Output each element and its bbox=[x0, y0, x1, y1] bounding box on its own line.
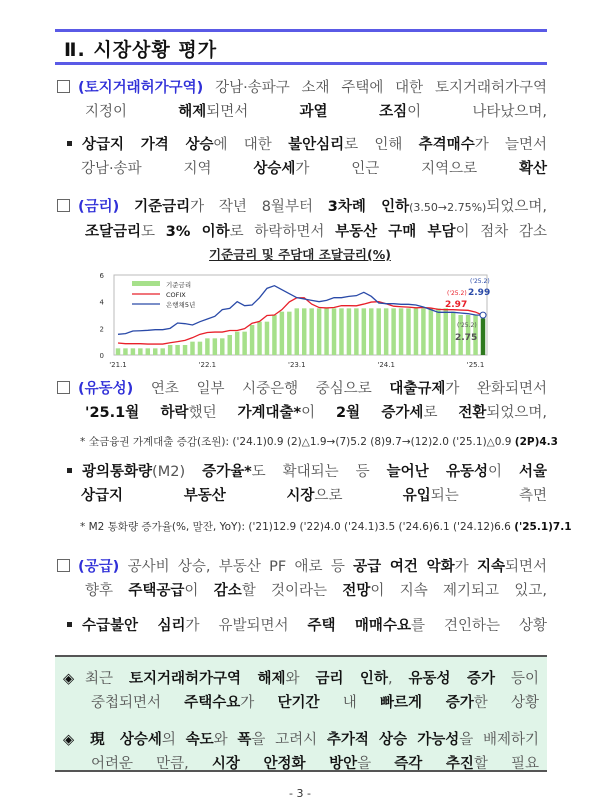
emphasis-text: 대출규제 bbox=[389, 381, 446, 397]
bar-base-rate bbox=[272, 315, 276, 355]
diamond-bullet-icon: ◈ bbox=[63, 671, 75, 687]
text-line bbox=[57, 195, 547, 220]
body-text: 가 늘면서 bbox=[474, 137, 548, 153]
bar-base-rate bbox=[444, 308, 448, 355]
body-text: 강남·송파 지역 bbox=[81, 161, 254, 177]
annotation-date: ('25.2) bbox=[470, 278, 490, 285]
checkbox-square-icon bbox=[57, 559, 70, 572]
body-text: 이 점차 감소 bbox=[455, 224, 547, 240]
emphasis-text: 유입 bbox=[402, 488, 431, 504]
checkbox-square-icon bbox=[57, 80, 70, 93]
bar-base-rate bbox=[354, 308, 358, 355]
body-text: 등이 bbox=[495, 671, 540, 687]
body-text: 되었으며, bbox=[486, 199, 547, 215]
bullet-square-icon bbox=[67, 468, 72, 473]
text-line bbox=[57, 157, 547, 181]
emphasis-text: 광의통화량 bbox=[82, 464, 153, 480]
body-text: 가 유발되면서 bbox=[185, 618, 308, 634]
title-top-rule bbox=[55, 29, 547, 32]
bar-base-rate bbox=[235, 332, 239, 355]
emphasis-text: 속도 bbox=[185, 732, 214, 748]
body-text: 을 고려시 bbox=[251, 732, 327, 748]
emphasis-text: 추가적 상승 가능성 bbox=[326, 732, 460, 748]
body-text: 되면서 bbox=[504, 559, 547, 575]
emphasis-text: 가계대출* bbox=[237, 405, 302, 421]
annotation-value: 2.75 bbox=[455, 333, 478, 343]
bar-base-rate bbox=[414, 308, 418, 355]
bar-base-rate bbox=[295, 308, 299, 355]
bar-base-rate bbox=[399, 308, 403, 355]
emphasis-text: 상급지 가격 상승 bbox=[82, 137, 214, 153]
emphasis-text: 주택 매매수요 bbox=[307, 618, 411, 634]
bar-base-rate bbox=[123, 348, 127, 355]
body-text: 가 완화되면서 bbox=[445, 381, 547, 397]
bar-base-rate bbox=[347, 308, 351, 355]
body-text: 의 bbox=[161, 732, 186, 748]
text-line bbox=[63, 667, 539, 691]
body-text: 되면서 bbox=[206, 104, 300, 120]
body-text: 강남·송파구 소재 주택에 대한 토지거래허가구역 bbox=[203, 80, 547, 96]
bar-base-rate bbox=[324, 308, 328, 355]
body-text: 이 bbox=[184, 583, 214, 599]
body-text: 이 지속 제기되고 있고, bbox=[370, 583, 547, 599]
body-text: 을 bbox=[357, 756, 395, 772]
note-household-loans bbox=[80, 434, 558, 449]
bar-base-rate bbox=[227, 335, 231, 355]
emphasis-text: 조달금리 bbox=[85, 224, 142, 240]
emphasis-text: '25.1월 하락 bbox=[85, 405, 189, 421]
bar-base-rate bbox=[257, 322, 261, 355]
text-line bbox=[57, 133, 547, 157]
topic-label: (유동성) bbox=[78, 381, 134, 397]
emphasis-text: 즉각 추진 bbox=[394, 756, 474, 772]
bar-base-rate bbox=[391, 308, 395, 355]
legend-label: 은행채5년 bbox=[166, 301, 196, 309]
text-line bbox=[57, 614, 547, 638]
paragraph-interest-rate bbox=[57, 195, 547, 244]
bar-base-rate bbox=[160, 348, 164, 355]
emphasis-text: 전망 bbox=[342, 583, 371, 599]
end-point-marker bbox=[480, 312, 486, 318]
x-tick-label: '21.1 bbox=[109, 361, 127, 369]
body-text: 할 것이라는 bbox=[241, 583, 343, 599]
emphasis-text: 빠르게 증가 bbox=[380, 695, 474, 711]
summary-item-1 bbox=[63, 667, 539, 715]
emphasis-text: ('25.1)7.1 bbox=[514, 521, 572, 533]
text-line bbox=[63, 752, 539, 776]
emphasis-text: 부동산 구매 부담 bbox=[335, 224, 456, 240]
emphasis-text: 3% 이하 bbox=[165, 224, 230, 240]
emphasis-text: 폭 bbox=[237, 732, 252, 748]
summary-box bbox=[55, 655, 547, 772]
body-text: 가 인근 지역으로 bbox=[295, 161, 519, 177]
emphasis-text: 추격매수 bbox=[418, 137, 475, 153]
legend-swatch bbox=[132, 281, 160, 286]
bar-base-rate bbox=[198, 342, 202, 355]
paragraph-land-permit bbox=[57, 76, 547, 124]
body-text: 를 견인하는 상황 bbox=[410, 618, 547, 634]
bullet-m2 bbox=[57, 460, 547, 508]
text-line bbox=[57, 484, 547, 508]
text-line bbox=[57, 460, 547, 484]
body-text: 되는 측면 bbox=[430, 488, 547, 504]
y-tick-label: 4 bbox=[99, 298, 104, 307]
bar-base-rate bbox=[481, 318, 485, 355]
body-text: 어려운 만큼, bbox=[91, 756, 212, 772]
body-text: 중첩되면서 bbox=[91, 695, 185, 711]
text-line bbox=[57, 579, 547, 603]
body-text: 이 나타났으며, bbox=[407, 104, 548, 120]
body-text: 최근 bbox=[85, 671, 129, 687]
emphasis-text: 기준금리 bbox=[134, 199, 191, 215]
emphasis-text: 전환 bbox=[458, 405, 487, 421]
text-line bbox=[57, 555, 547, 579]
body-text: (M2) bbox=[152, 464, 203, 480]
bullet-supply-anxiety bbox=[57, 614, 547, 638]
checkbox-square-icon bbox=[57, 381, 70, 394]
bar-base-rate bbox=[376, 308, 380, 355]
text-line bbox=[63, 691, 539, 715]
body-text: (3.50→2.75%) bbox=[409, 201, 487, 214]
body-text: 이 bbox=[488, 464, 519, 480]
body-text: 내 bbox=[319, 695, 381, 711]
rate-chart bbox=[90, 265, 510, 375]
bar-base-rate bbox=[309, 308, 313, 355]
bar-base-rate bbox=[131, 348, 135, 355]
bar-base-rate bbox=[339, 308, 343, 355]
body-text: 가 작년 8월부터 bbox=[190, 199, 328, 215]
bar-base-rate bbox=[280, 312, 284, 355]
y-tick-label: 6 bbox=[99, 272, 104, 280]
emphasis-text: 現 상승세 bbox=[85, 732, 162, 748]
diamond-bullet-icon: ◈ bbox=[63, 732, 75, 748]
body-text: 에 대한 bbox=[213, 137, 289, 153]
bar-base-rate bbox=[138, 348, 142, 355]
bar-base-rate bbox=[220, 338, 224, 355]
legend-label: COFIX bbox=[166, 291, 186, 299]
emphasis-text: 주택수요 bbox=[184, 695, 241, 711]
body-text: 한 상황 bbox=[473, 695, 539, 711]
bar-base-rate bbox=[205, 338, 209, 355]
bar-base-rate bbox=[384, 308, 388, 355]
emphasis-text: 단기간 bbox=[277, 695, 320, 711]
annotation-date: ('25.2) bbox=[447, 290, 467, 297]
bar-base-rate bbox=[242, 332, 246, 355]
body-text: 가 bbox=[240, 695, 278, 711]
bullet-square-icon bbox=[67, 141, 72, 146]
emphasis-text: 수급불안 심리 bbox=[82, 618, 186, 634]
page-number: - 3 - bbox=[289, 787, 311, 800]
section-title: Ⅱ. 시장상황 평가 bbox=[64, 39, 218, 61]
body-text: * 全금융권 가계대출 증감(조원): ('24.1)0.9 (2)△1.9→(7)5.2 (8)9.7→(12)2.0 ('25.1)△0.9 bbox=[80, 436, 515, 448]
bar-base-rate bbox=[190, 342, 194, 355]
topic-label: (공급) bbox=[78, 559, 120, 575]
paragraph-liquidity bbox=[57, 377, 547, 425]
legend-label: 기준금리 bbox=[166, 281, 192, 289]
text-line bbox=[57, 377, 547, 401]
bar-base-rate bbox=[146, 348, 150, 355]
emphasis-text: 3차례 인하 bbox=[327, 199, 410, 215]
body-text: * M2 통화량 증가율(%, 말잔, YoY): ('21)12.9 ('22)4.0 ('24.1)3.5 ('24.6)6.1 ('24.12)6.6 bbox=[80, 521, 515, 533]
bar-base-rate bbox=[317, 308, 321, 355]
summary-item-2 bbox=[63, 728, 539, 776]
emphasis-text: 토지거래허가구역 해제 bbox=[129, 671, 286, 687]
text-line bbox=[57, 76, 547, 100]
y-tick-label: 2 bbox=[99, 325, 104, 334]
topic-label: (토지거래허가구역) bbox=[78, 80, 204, 96]
bar-base-rate bbox=[302, 308, 306, 355]
bar-base-rate bbox=[436, 308, 440, 355]
body-text: 을 배제하기 bbox=[459, 732, 540, 748]
body-text: 지정이 bbox=[85, 104, 179, 120]
emphasis-text: 시장 안정화 방안 bbox=[211, 756, 358, 772]
note-m2 bbox=[80, 519, 572, 534]
bar-base-rate bbox=[369, 308, 373, 355]
emphasis-text: 감소 bbox=[213, 583, 242, 599]
emphasis-text: 상급지 부동산 시장 bbox=[81, 488, 315, 504]
body-text bbox=[119, 199, 134, 215]
body-text: 할 필요 bbox=[473, 756, 539, 772]
emphasis-text: (2P)4.3 bbox=[514, 436, 558, 448]
emphasis-text: 불안심리 bbox=[288, 137, 345, 153]
bar-base-rate bbox=[332, 308, 336, 355]
title-bottom-rule bbox=[55, 62, 547, 65]
chart-title: 기준금리 및 주담대 조달금리(%) bbox=[209, 247, 391, 262]
body-text: 공사비 상승, 부동산 PF 애로 등 bbox=[119, 559, 354, 575]
x-tick-label: '22.1 bbox=[198, 361, 217, 369]
paragraph-supply bbox=[57, 555, 547, 603]
bar-base-rate bbox=[183, 345, 187, 355]
bar-base-rate bbox=[153, 348, 157, 355]
body-text: 도 확대되는 등 bbox=[251, 464, 387, 480]
text-line bbox=[57, 220, 547, 244]
emphasis-text: 공급 여건 악화 bbox=[353, 559, 455, 575]
emphasis-text: 주택공급 bbox=[128, 583, 185, 599]
annotation-date: ('25.2) bbox=[457, 322, 477, 329]
bar-base-rate bbox=[213, 338, 217, 355]
body-text: 했던 bbox=[188, 405, 238, 421]
y-tick-label: 0 bbox=[99, 352, 104, 360]
body-text: 도 bbox=[141, 224, 166, 240]
emphasis-text: 해제 bbox=[178, 104, 207, 120]
emphasis-text: 서울 bbox=[518, 464, 547, 480]
body-text: 향후 bbox=[85, 583, 129, 599]
body-text: 가 bbox=[454, 559, 477, 575]
emphasis-text: 2월 증가세 bbox=[336, 405, 424, 421]
bar-base-rate bbox=[168, 345, 172, 355]
emphasis-text: 과열 조짐 bbox=[299, 104, 408, 120]
emphasis-text: 늘어난 유동성 bbox=[386, 464, 489, 480]
checkbox-square-icon bbox=[57, 199, 70, 212]
x-tick-label: '23.1 bbox=[288, 361, 306, 369]
text-line bbox=[57, 100, 547, 124]
bar-base-rate bbox=[362, 308, 366, 355]
bar-base-rate bbox=[287, 312, 291, 355]
annotation-value: 2.97 bbox=[445, 300, 468, 310]
body-text: 이 bbox=[301, 405, 336, 421]
emphasis-text: 증가율* bbox=[202, 464, 252, 480]
bullet-premium-area bbox=[57, 133, 547, 181]
bar-base-rate bbox=[406, 308, 410, 355]
bullet-square-icon bbox=[67, 622, 72, 627]
body-text: 로 인해 bbox=[344, 137, 419, 153]
body-text: 연초 일부 시중은행 중심으로 bbox=[133, 381, 390, 397]
bar-base-rate bbox=[175, 345, 179, 355]
topic-label: (금리) bbox=[78, 199, 120, 215]
emphasis-text: 지속 bbox=[476, 559, 505, 575]
body-text: 와 bbox=[213, 732, 238, 748]
body-text: 되었으며, bbox=[486, 405, 548, 421]
emphasis-text: 확산 bbox=[518, 161, 547, 177]
body-text: 로 bbox=[423, 405, 459, 421]
body-text: 로 하락하면서 bbox=[229, 224, 336, 240]
emphasis-text: 상승세 bbox=[253, 161, 296, 177]
emphasis-text: 금리 인하 bbox=[315, 671, 388, 687]
emphasis-text: 유동성 증가 bbox=[408, 671, 496, 687]
text-line bbox=[63, 728, 539, 752]
bar-base-rate bbox=[265, 322, 269, 355]
body-text: , bbox=[387, 671, 409, 687]
text-line bbox=[57, 401, 547, 425]
x-tick-label: '25.1 bbox=[466, 361, 485, 369]
x-tick-label: '24.1 bbox=[377, 361, 395, 369]
bar-base-rate bbox=[116, 348, 120, 355]
bar-base-rate bbox=[250, 325, 254, 355]
bar-base-rate bbox=[429, 308, 433, 355]
bar-base-rate bbox=[421, 308, 425, 355]
body-text: 으로 bbox=[314, 488, 403, 504]
annotation-value: 2.99 bbox=[468, 288, 491, 298]
body-text: 와 bbox=[285, 671, 316, 687]
